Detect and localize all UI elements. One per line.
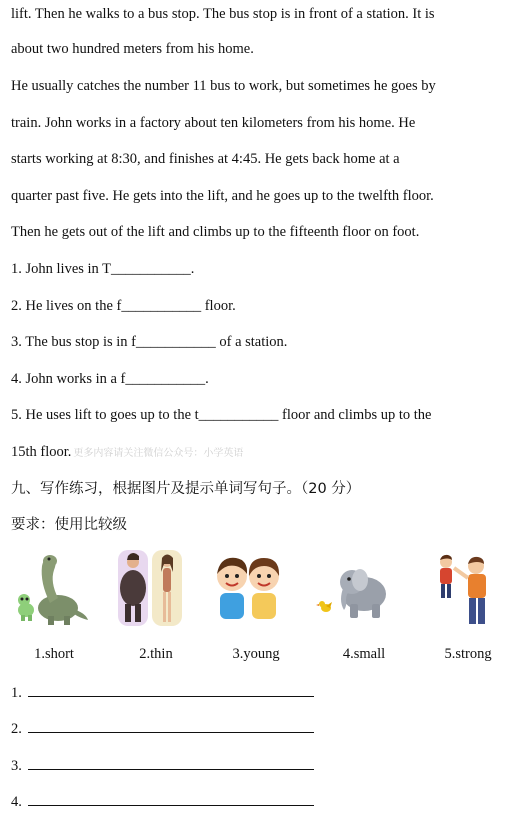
question-5-continued: 15th floor. 更多内容请关注微信公众号：小学英语 [11, 444, 244, 460]
picture-caption: 2.thin [139, 646, 173, 662]
answer-line-3[interactable]: 3. [11, 755, 314, 775]
passage-line: about two hundred meters from his home. [11, 41, 254, 57]
question-3: 3. The bus stop is in f___________ of a station. [11, 334, 288, 350]
answer-line-4[interactable]: 4. [11, 791, 314, 811]
question-2: 2. He lives on the f___________ floor. [11, 298, 236, 314]
boy-and-girl-icon [208, 548, 288, 628]
picture-caption: 4.small [342, 646, 386, 662]
question-4: 4. John works in a f___________. [11, 371, 209, 387]
passage-line: train. John works in a factory about ten kilometers from his home. He [11, 115, 416, 131]
question-1: 1. John lives in T___________. [11, 261, 195, 277]
requirement-text: 要求：使用比较级 [11, 517, 127, 533]
passage-line: starts working at 8:30, and finishes at 4:45. He gets back home at a [11, 151, 400, 167]
elephant-and-bird-icon [316, 548, 396, 628]
passage-line: Then he gets out of the lift and climbs up to the fifteenth floor on foot. [11, 224, 420, 240]
picture-row [0, 548, 517, 628]
picture-caption: 3.young [232, 646, 280, 662]
watermark: 更多内容请关注微信公众号：小学英语 [73, 448, 244, 459]
passage-line: quarter past five. He gets into the lift, and he goes up to the twelfth floor. [11, 188, 434, 204]
man-lifting-child-icon [424, 548, 504, 628]
dinosaur-and-small-dino-icon [10, 548, 90, 628]
passage-line: lift. Then he walks to a bus stop. The bus stop is in front of a station. It is [11, 6, 435, 22]
answer-line-2[interactable]: 2. [11, 718, 314, 738]
question-5: 5. He uses lift to goes up to the t___________ floor and climbs up to the [11, 407, 432, 423]
picture-caption: 5.strong [444, 646, 492, 662]
section-title: 九、写作练习，根据图片及提示单词写句子。（20 分） [11, 481, 361, 497]
passage-line: He usually catches the number 11 bus to work, but sometimes he goes by [11, 78, 436, 94]
answer-line-1[interactable]: 1. [11, 682, 314, 702]
fat-and-thin-women-icon [112, 548, 192, 628]
picture-caption: 1.short [34, 646, 74, 662]
